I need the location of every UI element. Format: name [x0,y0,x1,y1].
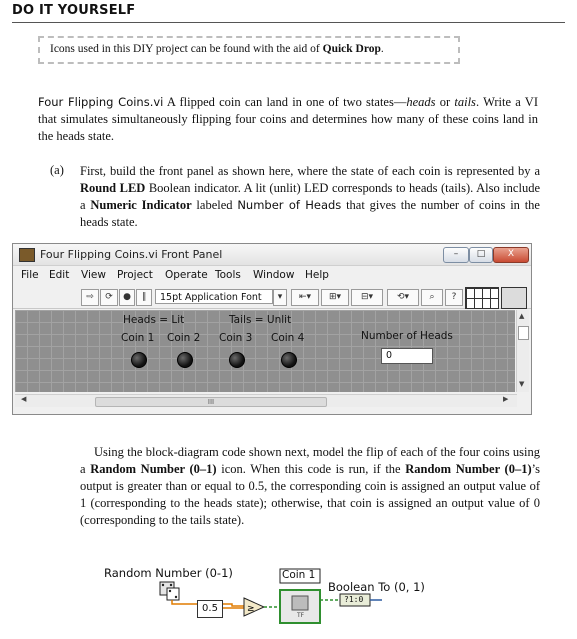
number-of-heads-indicator: 0 [381,348,433,364]
section-title: DO IT YOURSELF [12,3,136,18]
para-a-text-3: labeled [191,198,238,212]
round-led-term: Round LED [80,181,146,195]
scroll-right-icon[interactable]: ▶ [503,395,509,403]
note-text: Icons used in this DIY project can be found with the aid of [50,43,323,55]
help-icon[interactable]: ? [445,289,463,306]
heads-legend: Heads = Lit [123,314,185,326]
note-suffix: . [380,43,384,55]
number-of-heads-label: Number of Heads [361,330,453,342]
para-a-text-1: First, build the front panel as shown here, where the state of each coin is represented by a [80,164,540,178]
menu-window[interactable]: Window [253,269,295,281]
close-button[interactable]: X [493,247,529,263]
tails-legend: Tails = Unlit [229,314,292,326]
para-a-text-4: that gives the number of coins in the heads state. [80,198,540,229]
heads-word: heads [406,95,436,109]
numeric-indicator-term: Numeric Indicator [90,198,192,212]
tails-word: tails [454,95,476,109]
scroll-left-icon[interactable]: ◀ [21,395,27,403]
resize-objects-icon[interactable]: ⊟▾ [351,289,383,306]
random-number-term-2: Random Number (0–1) [405,462,532,476]
maximize-button[interactable]: □ [469,247,493,263]
vi-name: Four Flipping Coins.vi [38,95,164,109]
random-number-term-1: Random Number (0–1) [90,462,217,476]
menu-view[interactable]: View [81,269,106,281]
item-marker-a: (a) [50,163,64,177]
scroll-up-icon[interactable]: ▲ [519,312,525,320]
font-dropdown-chevron-icon[interactable]: ▾ [273,289,287,306]
menu-project[interactable]: Project [117,269,153,281]
boolean-icon-text: ?1:0 [344,595,364,604]
boolean-to-01-label: Boolean To (0, 1) [328,580,425,594]
menu-tools[interactable]: Tools [215,269,241,281]
label-name: Number of Heads [237,198,342,212]
pause-icon[interactable]: ∥ [136,289,152,306]
coin-4-label: Coin 4 [271,332,305,344]
tf-label: TF [297,612,305,619]
reorder-icon[interactable]: ⟲▾ [387,289,419,306]
menu-operate[interactable]: Operate [165,269,208,281]
coin-2-label: Coin 2 [167,332,201,344]
constant-0-5: 0.5 [197,600,223,618]
minimize-button[interactable]: – [443,247,469,263]
coin-3-label: Coin 3 [219,332,253,344]
para2-text-3: ’s output is greater than or equal to 0.5, the corresponding coin is assigned an output value of 1 (corresponding to the heads state); otherwise, that coin is assigned an output value of 0 (corresponding to the tails state). [80,462,540,527]
random-number-label: Random Number (0-1) [104,566,233,580]
para1-text-1: A flipped coin can land in one of two states— [163,95,407,109]
para2-text-2: icon. When this code is run, if the [216,462,406,476]
para-a-text-2: Boolean indicator. A lit (unlit) LED corresponds to heads (tails). Also include a [80,181,540,212]
run-continuously-icon[interactable]: ⟳ [100,289,118,306]
note-bold: Quick Drop [322,43,381,55]
menu-help[interactable]: Help [305,269,329,281]
align-objects-icon[interactable]: ⇤▾ [291,289,319,306]
scroll-down-icon[interactable]: ▼ [519,380,525,388]
window-title: Four Flipping Coins.vi Front Panel [40,248,223,261]
para1-text-2: . Write a VI that simulates simultaneously flipping four coins and determines how many of these coins land in the heads state. [38,95,538,143]
run-arrow-icon[interactable]: ⇨ [81,289,99,306]
menu-edit[interactable]: Edit [49,269,70,281]
distribute-objects-icon[interactable]: ⊞▾ [321,289,349,306]
search-icon[interactable]: ⌕ [421,289,443,306]
para2-text-1: Using the block-diagram code shown next, model the flip of each of the four coins using a [80,445,540,476]
para1-or: or [435,95,455,109]
random-number-dice-icon [160,582,179,600]
coin-1-label: Coin 1 [121,332,155,344]
greater-or-equal-icon [244,598,264,616]
coin-1-terminal-label: Coin 1 [282,569,316,581]
font-selector[interactable]: 15pt Application Font [155,289,273,304]
scroll-grip: III [207,398,215,406]
svg-text:≥: ≥ [247,604,255,614]
menu-file[interactable]: File [21,269,39,281]
led-terminal-icon [292,596,308,610]
abort-icon[interactable]: ● [119,289,135,306]
